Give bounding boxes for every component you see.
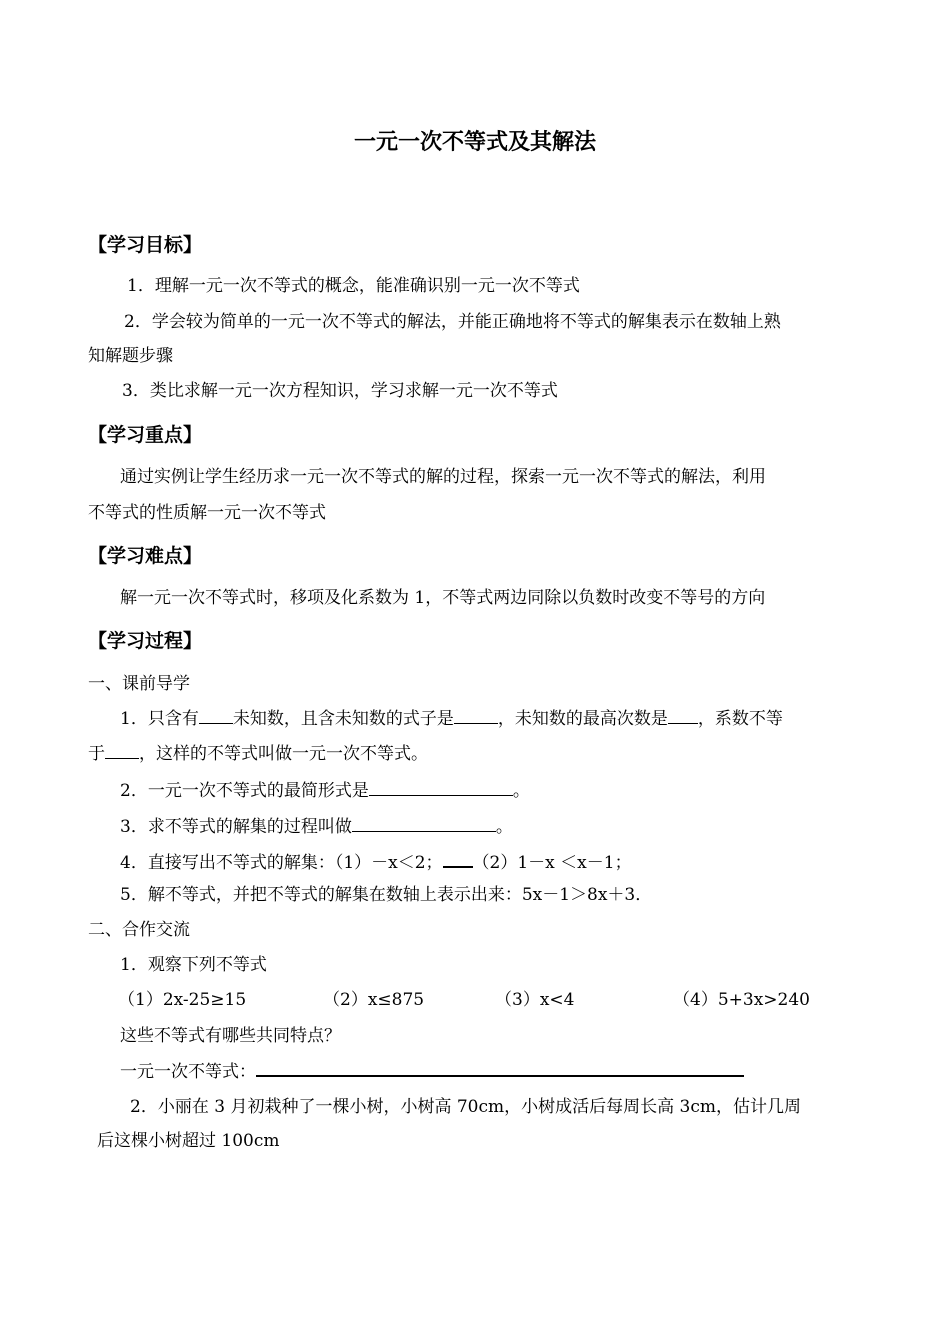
blank-field[interactable] [352, 815, 496, 832]
difficulties-heading: 【学习难点】 [88, 545, 203, 567]
q1-text-a: 1．只含有 [120, 709, 199, 729]
blank-field[interactable] [369, 779, 513, 796]
part1-q1-line-1 [120, 707, 783, 730]
goals-item-2-line-1: 2．学会较为简单的一元一次不等式的解法，并能正确地将不等式的解集表示在数轴上熟 [124, 312, 781, 332]
goals-item-3: 3．类比求解一元一次方程知识，学习求解一元一次不等式 [122, 381, 558, 401]
inequality-4: （4）5+3x>240 [673, 990, 810, 1010]
key-points-line-1: 通过实例让学生经历求一元一次不等式的解的过程，探索一元一次不等式的解法，利用 [120, 467, 766, 487]
blank-field[interactable] [199, 707, 233, 724]
q4-text-a: 4．直接写出不等式的解集：（1）－x＜2； [120, 853, 443, 873]
blank-field[interactable] [454, 707, 498, 724]
part2-question: 这些不等式有哪些共同特点？ [120, 1026, 341, 1046]
q1-text-d: ，系数不等 [697, 709, 783, 729]
q3-text-b: 。 [495, 817, 513, 837]
q4-text-b: （2）1－x ＜x－1； [472, 853, 632, 873]
part2-q2-line-2: 后这棵小树超过 100cm [97, 1131, 280, 1151]
part2-answer [120, 1059, 744, 1083]
part1-q1-line-2 [88, 742, 428, 765]
answer-field[interactable] [256, 1059, 744, 1077]
q2-text-b: 。 [512, 781, 530, 801]
q3-text-a: 3．求不等式的解集的过程叫做 [120, 817, 352, 837]
page-title: 一元一次不等式及其解法 [353, 130, 596, 155]
q1-line2-text-a: 于 [88, 744, 105, 764]
q1-text-c: ，未知数的最高次数是 [497, 709, 668, 729]
answer-label: 一元一次不等式： [120, 1062, 256, 1082]
key-points-heading: 【学习重点】 [88, 424, 203, 446]
q1-line2-text-b: ，这样的不等式叫做一元一次不等式。 [139, 744, 428, 764]
part1-title: 一、课前导学 [88, 674, 190, 694]
inequality-2: （2）x≤875 [323, 990, 425, 1010]
inequality-3: （3）x<4 [495, 990, 575, 1010]
part1-q3 [120, 815, 513, 838]
goals-item-2-line-2: 知解题步骤 [88, 346, 173, 366]
q1-text-b: 未知数，且含未知数的式子是 [232, 709, 454, 729]
part2-q1: 1．观察下列不等式 [120, 955, 267, 975]
goals-heading: 【学习目标】 [88, 234, 203, 256]
part1-q4 [120, 850, 632, 874]
inequality-1: （1）2x-25≥15 [118, 990, 247, 1010]
part2-q2-line-1: 2．小丽在 3 月初栽种了一棵小树，小树高 70cm，小树成活后每周长高 3cm，估计几周 [130, 1097, 801, 1117]
part1-q5: 5．解不等式，并把不等式的解集在数轴上表示出来：5x－1＞8x＋3． [120, 885, 653, 905]
q2-text-a: 2．一元一次不等式的最简形式是 [120, 781, 369, 801]
blank-field[interactable] [668, 707, 698, 724]
goals-item-1: 1．理解一元一次不等式的概念，能准确识别一元一次不等式 [127, 276, 580, 296]
part2-title: 二、合作交流 [88, 920, 190, 940]
difficulties-line-1: 解一元一次不等式时，移项及化系数为 1，不等式两边同除以负数时改变不等号的方向 [120, 588, 766, 608]
blank-field[interactable] [443, 850, 473, 868]
key-points-line-2: 不等式的性质解一元一次不等式 [88, 503, 326, 523]
process-heading: 【学习过程】 [88, 630, 203, 652]
part1-q2 [120, 779, 530, 802]
blank-field[interactable] [105, 742, 139, 759]
